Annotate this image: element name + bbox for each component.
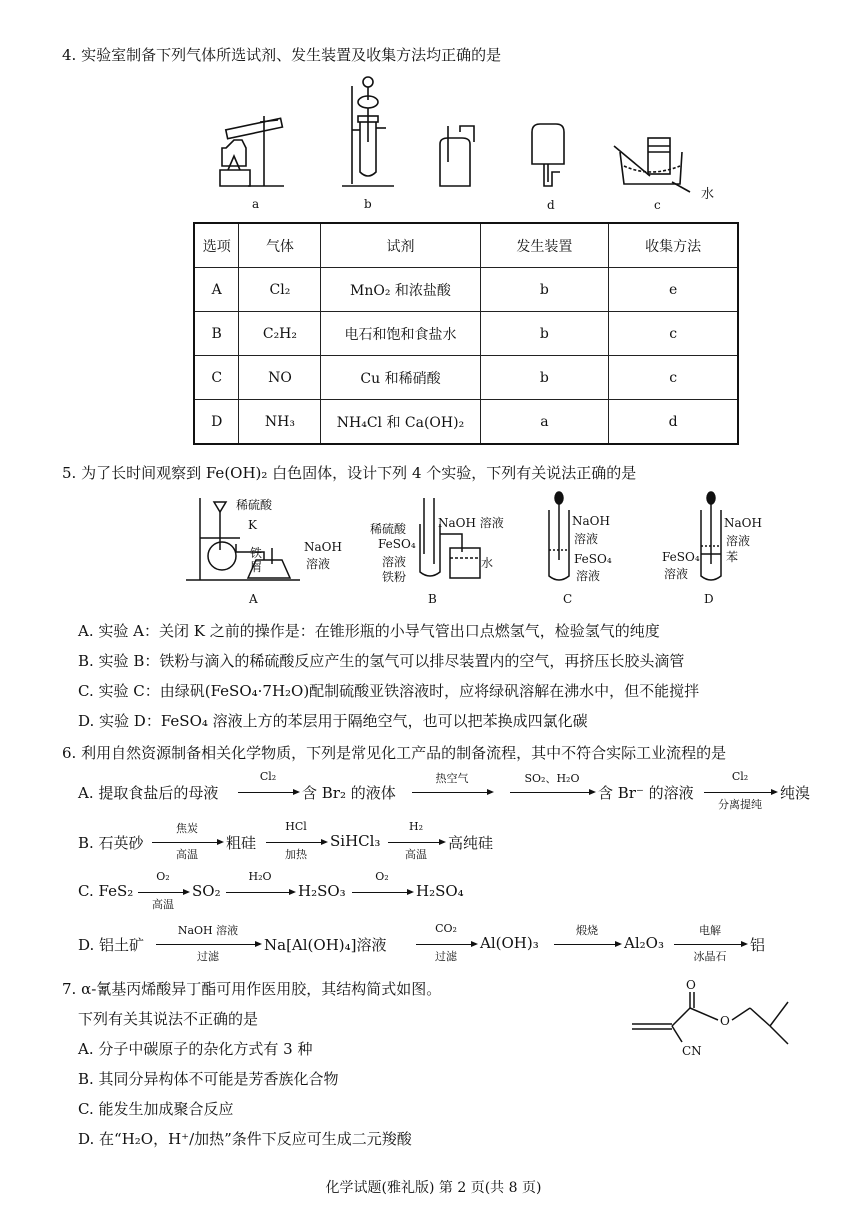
table-cell: b: [480, 356, 609, 400]
q6-a-condition-4: 分离提纯: [718, 798, 762, 811]
table-cell: Cu 和稀硝酸: [321, 356, 480, 400]
apparatus-b-image: [338, 72, 400, 192]
th-reagent: 试剂: [321, 223, 480, 268]
q6-c-species-1: SO₂: [192, 882, 221, 900]
apparatus-gas-bottle-image: [432, 122, 478, 190]
q4-table: [193, 222, 739, 445]
table-row: [194, 312, 738, 356]
fig-c-text-4: 溶液: [576, 569, 601, 583]
q6-b-arrow-1: [152, 842, 222, 843]
q7-option-d: D. 在“H₂O，H⁺/加热”条件下反应可生成二元羧酸: [78, 1130, 412, 1148]
table-row: [194, 400, 738, 445]
table-cell: A: [194, 268, 239, 312]
q6-c-reagent-2: H₂O: [248, 870, 272, 883]
q6-a-species-3: 纯溴: [780, 784, 811, 802]
q6-d-species-1: Na[Al(OH)₄]溶液: [264, 936, 387, 954]
q6-a-species-1: 含 Br₂ 的液体: [302, 784, 396, 802]
q6-a-arrow-1: [238, 792, 298, 793]
q7-stem: 7. α-氰基丙烯酸异丁酯可用作医用胶，其结构简式如图。: [62, 980, 442, 998]
q6-b-arrow-3: [388, 842, 444, 843]
experiment-b-image: [410, 494, 490, 584]
q6-a-prefix: A. 提取食盐后的母液: [78, 784, 219, 802]
q6-a-species-2: 含 Br⁻ 的溶液: [598, 784, 694, 802]
q6-d-reagent-2: CO₂: [435, 922, 457, 935]
fig-c-text-1: NaOH: [572, 514, 610, 528]
q6-a-arrow-2: [412, 792, 492, 793]
q6-d-species-3: Al₂O₃: [624, 934, 664, 952]
q6-a-reagent-2: 热空气: [435, 772, 469, 785]
q7-sub: 下列有关其说法不正确的是: [78, 1010, 259, 1028]
th-option: 选项: [194, 223, 239, 268]
water-label: 水: [701, 187, 715, 202]
q6-c-arrow-2: [226, 892, 294, 893]
q6-d-species-2: Al(OH)₃: [480, 934, 539, 952]
table-cell: e: [609, 268, 738, 312]
q6-d-species-4: 铝: [750, 936, 766, 954]
fig-b-text-3: FeSO₄: [378, 537, 416, 551]
table-cell: B: [194, 312, 239, 356]
fig-b-text-2: NaOH 溶液: [438, 516, 504, 530]
q6-a-reagent-4: Cl₂: [731, 770, 749, 783]
q6-d-condition-2: 过滤: [435, 950, 457, 963]
table-cell: NH₄Cl 和 Ca(OH)₂: [321, 400, 480, 445]
fig-d-text-1: NaOH: [724, 516, 762, 530]
q5-stem: 5. 为了长时间观察到 Fe(OH)₂ 白色固体，设计下列 4 个实验，下列有关说法正确的是: [62, 464, 637, 482]
q6-b-condition-1: 高温: [176, 848, 198, 861]
q6-d-prefix: D. 铝土矿: [78, 936, 145, 954]
table-cell: D: [194, 400, 239, 445]
apparatus-d-label: d: [547, 198, 555, 212]
fig-a-label: A: [249, 592, 258, 606]
fig-a-text-3: 铁: [250, 546, 263, 560]
q6-b-species-2: SiHCl₃: [330, 832, 381, 850]
table-cell: MnO₂ 和浓盐酸: [321, 268, 480, 312]
q4-stem: 4. 实验室制备下列气体所选试剂、发生装置及收集方法均正确的是: [62, 46, 502, 64]
th-generator: 发生装置: [480, 223, 609, 268]
apparatus-a-image: [212, 108, 298, 190]
q7-structure-image: [628, 978, 808, 1060]
q6-c-prefix: C. FeS₂: [78, 882, 134, 900]
q6-stem: 6. 利用自然资源制备相关化学物质，下列是常见化工产品的制备流程，其中不符合实际工业流程的是: [62, 744, 727, 762]
q6-a-reagent-3: SO₂、H₂O: [524, 772, 580, 785]
table-cell: NO: [239, 356, 321, 400]
q6-b-reagent-3: H₂: [408, 820, 423, 833]
fig-c-label: C: [563, 592, 573, 606]
fig-a-text-4: 屑: [250, 560, 263, 574]
table-cell: C₂H₂: [239, 312, 321, 356]
q6-d-arrow-4: [674, 944, 746, 945]
q6-c-arrow-1: [138, 892, 188, 893]
page-footer: 化学试题(雅礼版) 第 2 页(共 8 页): [325, 1180, 542, 1196]
q7-option-a: A. 分子中碳原子的杂化方式有 3 种: [78, 1040, 313, 1058]
experiment-c-image: [544, 490, 574, 586]
q5-option-d: D. 实验 D：FeSO₄ 溶液上方的苯层用于隔绝空气，也可以把苯换成四氯化碳: [78, 712, 588, 730]
fig-d-text-4: FeSO₄: [662, 550, 700, 564]
q6-b-condition-3: 高温: [405, 848, 427, 861]
experiment-d-image: [696, 490, 726, 586]
table-cell: NH₃: [239, 400, 321, 445]
table-row: [194, 356, 738, 400]
q6-d-condition-1: 过滤: [197, 950, 219, 963]
table-cell: C: [194, 356, 239, 400]
q6-c-species-2: H₂SO₃: [298, 882, 346, 900]
fig-a-text-5: NaOH: [304, 540, 342, 554]
q6-a-arrow-4: [704, 792, 776, 793]
q6-d-arrow-2: [416, 944, 476, 945]
q6-d-reagent-4: 电解: [699, 924, 721, 937]
q7-oxygen-label-1: O: [686, 978, 696, 992]
q6-a-arrow-3: [510, 792, 594, 793]
q6-c-condition-1: 高温: [152, 898, 174, 911]
apparatus-c-label: c: [654, 198, 661, 212]
table-cell: d: [609, 400, 738, 445]
apparatus-d-image: [524, 120, 574, 192]
q6-b-prefix: B. 石英砂: [78, 834, 144, 852]
q6-d-reagent-3: 煅烧: [576, 924, 598, 937]
fig-c-text-3: FeSO₄: [574, 552, 612, 566]
q6-d-arrow-1: [156, 944, 260, 945]
q6-d-arrow-3: [554, 944, 620, 945]
fig-d-label: D: [704, 592, 714, 606]
fig-b-text-5: 铁粉: [382, 570, 407, 584]
table-cell: 电石和饱和食盐水: [321, 312, 480, 356]
fig-b-text-1: 稀硫酸: [370, 522, 407, 536]
q7-option-b: B. 其同分异构体不可能是芳香族化合物: [78, 1070, 339, 1088]
apparatus-c-image: [610, 132, 702, 198]
fig-a-text-1: 稀硫酸: [236, 498, 273, 512]
fig-d-text-2: 溶液: [726, 534, 751, 548]
q5-option-b: B. 实验 B：铁粉与滴入的稀硫酸反应产生的氢气可以排尽装置内的空气，再挤压长胶头滴管: [78, 652, 685, 670]
fig-a-text-6: 溶液: [306, 557, 331, 571]
fig-c-text-2: 溶液: [574, 532, 599, 546]
q6-b-condition-2: 加热: [285, 848, 307, 861]
q6-b-species-1: 粗硅: [226, 834, 257, 852]
q7-oxygen-label-2: O: [720, 1014, 730, 1028]
table-cell: b: [480, 268, 609, 312]
q5-option-a: A. 实验 A：关闭 K 之前的操作是：在锥形瓶的小导气管出口点燃氢气，检验氢气的纯度: [78, 622, 660, 640]
apparatus-b-label: b: [364, 197, 372, 211]
q6-d-condition-4: 冰晶石: [693, 950, 727, 963]
apparatus-a-label: a: [252, 197, 260, 211]
fig-a-text-2: K: [248, 518, 257, 532]
q5-option-c: C. 实验 C：由绿矾(FeSO₄·7H₂O)配制硫酸亚铁溶液时，应将绿矾溶解在沸水中，但不能搅拌: [78, 682, 700, 700]
table-cell: a: [480, 400, 609, 445]
q6-c-reagent-3: O₂: [375, 870, 389, 883]
table-cell: c: [609, 356, 738, 400]
q6-c-species-3: H₂SO₄: [416, 882, 464, 900]
table-cell: b: [480, 312, 609, 356]
th-gas: 气体: [239, 223, 321, 268]
fig-d-text-5: 溶液: [664, 567, 689, 581]
table-row: [194, 268, 738, 312]
q6-b-reagent-1: 焦炭: [176, 822, 198, 835]
q6-b-reagent-2: HCl: [285, 820, 307, 833]
q7-cn-label: CN: [682, 1044, 702, 1058]
fig-b-text-4: 溶液: [382, 555, 407, 569]
q7-option-c: C. 能发生加成聚合反应: [78, 1100, 234, 1118]
fig-b-label: B: [428, 592, 437, 606]
fig-b-text-6: 水: [481, 556, 494, 570]
q6-b-species-3: 高纯硅: [448, 834, 494, 852]
table-cell: Cl₂: [239, 268, 321, 312]
fig-d-text-3: 苯: [726, 550, 739, 564]
table-header-row: [194, 223, 738, 268]
q6-c-arrow-3: [352, 892, 412, 893]
table-cell: c: [609, 312, 738, 356]
q6-d-reagent-1: NaOH 溶液: [177, 924, 239, 937]
q6-c-reagent-1: O₂: [156, 870, 170, 883]
q6-b-arrow-2: [266, 842, 326, 843]
th-collection: 收集方法: [609, 223, 738, 268]
q6-a-reagent-1: Cl₂: [259, 770, 277, 783]
